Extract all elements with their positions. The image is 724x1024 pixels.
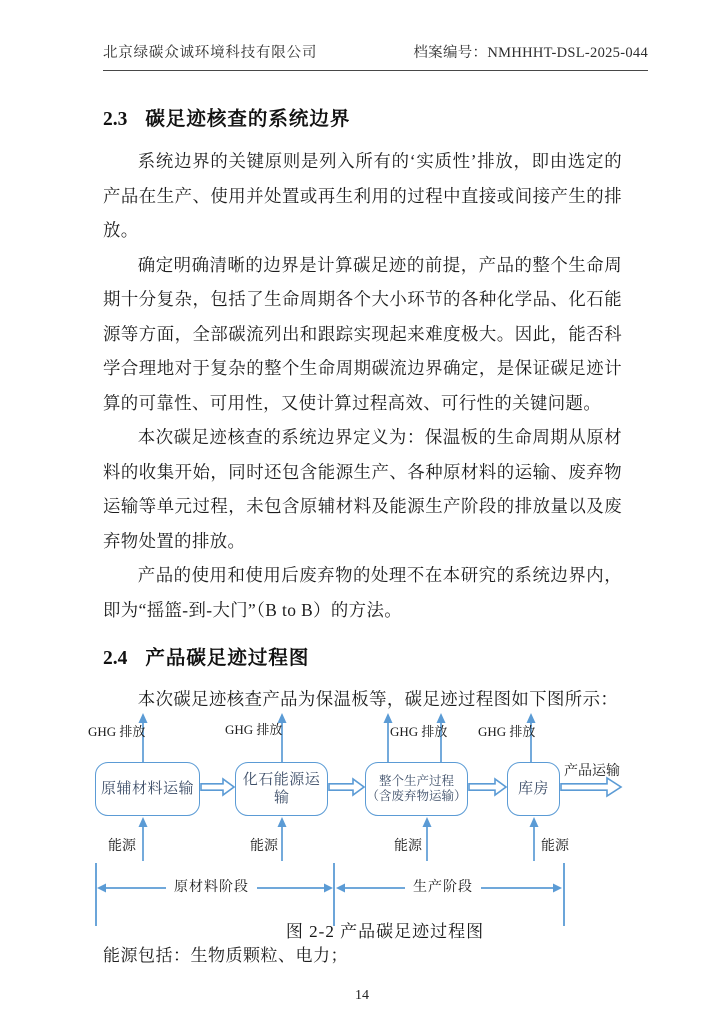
stage-label-production: 生产阶段 [405,878,481,898]
section-heading-2-3 [103,103,622,131]
energy-note: 能源包括：生物质颗粒、电力； [103,945,348,965]
ghg-arrow-lines [143,721,531,762]
energy-label-1: 能源 [108,838,136,854]
energy-label-2: 能源 [250,838,278,854]
body-content [103,103,622,717]
paragraph-2: 确定明确清晰的边界是计算碳足迹的前提，产品的整个生命周期十分复杂，包括了生命周期各个大小环节的各种化学品、化石能源等方面，全部碳流列出和跟踪实现起来难度极大。因此，能否科学合理地对于复杂的整个生命周期碳流边界确定，是保证碳足迹计算的可靠性、可用性，又使计算过程高效、可行性的关键问题。 [103,254,622,413]
flow-box-production-process [365,762,468,816]
flow-box-label: 输 [273,789,289,806]
ghg-arrow-heads [139,713,536,723]
paragraph-5: 本次碳足迹核查产品为保温板等，碳足迹过程图如下图所示： [137,689,619,709]
stage-label-raw-material: 原材料阶段 [166,878,257,898]
energy-arrow-heads [139,817,539,827]
section-number: 2.3 [103,109,128,130]
ghg-label-1: GHG 排放 [88,723,146,739]
flow-box-fossil-energy-transport [235,762,328,816]
doc-number: 档案编号：NMHHHT-DSL-2025-044 [413,45,648,61]
paragraph-4: 产品的使用和使用后废弃物的处理不在本研究的系统边界内，即为“摇篮-到-大门”（B to B）的方法。 [103,565,622,620]
product-transport-label: 产品运输 [564,763,620,779]
page-number: 14 [355,987,369,1003]
flow-box-label: 化石能源运 [242,771,321,788]
flow-box-raw-material-transport [95,762,200,816]
section-title: 碳足迹核查的系统边界 [145,109,351,130]
paragraph-3: 本次碳足迹核查的系统边界定义为：保温板的生命周期从原材料的收集开始，同时还包含能源生产、各种原材料的运输、废弃物运输等单元过程，未包含原辅材料及能源生产阶段的排放量以及废弃物处置的排放。 [103,427,622,551]
ghg-label-4: GHG 排放 [478,723,536,739]
section-title: 产品碳足迹过程图 [145,648,310,669]
flow-box-label: 库房 [517,780,549,797]
flow-box-label: 原辅材料运输 [100,780,194,797]
section-number: 2.4 [103,648,128,669]
section-heading-2-4 [103,642,622,670]
flow-box-label: （含废弃物运输） [366,788,467,803]
ghg-label-2: GHG 排放 [225,721,283,737]
energy-label-4: 能源 [541,838,569,854]
page-header [103,44,648,62]
diagram-arrows [0,711,724,941]
carbon-footprint-flow-diagram [0,721,724,939]
header-divider [103,70,648,71]
company-name: 北京绿碳众诚环境科技有限公司 [103,45,318,61]
flow-box-warehouse [507,762,560,816]
figure-caption: 图 2-2 产品碳足迹过程图 [285,921,485,941]
energy-arrow-lines [143,825,534,861]
paragraph-1: 系统边界的关键原则是列入所有的‘实质性’排放，即由选定的产品在生产、使用并处置或再生利用的过程中直接或间接产生的排放。 [103,151,622,240]
ghg-label-3: GHG 排放 [390,723,448,739]
flow-box-label: 整个生产过程 [378,773,454,788]
energy-label-3: 能源 [394,838,422,854]
